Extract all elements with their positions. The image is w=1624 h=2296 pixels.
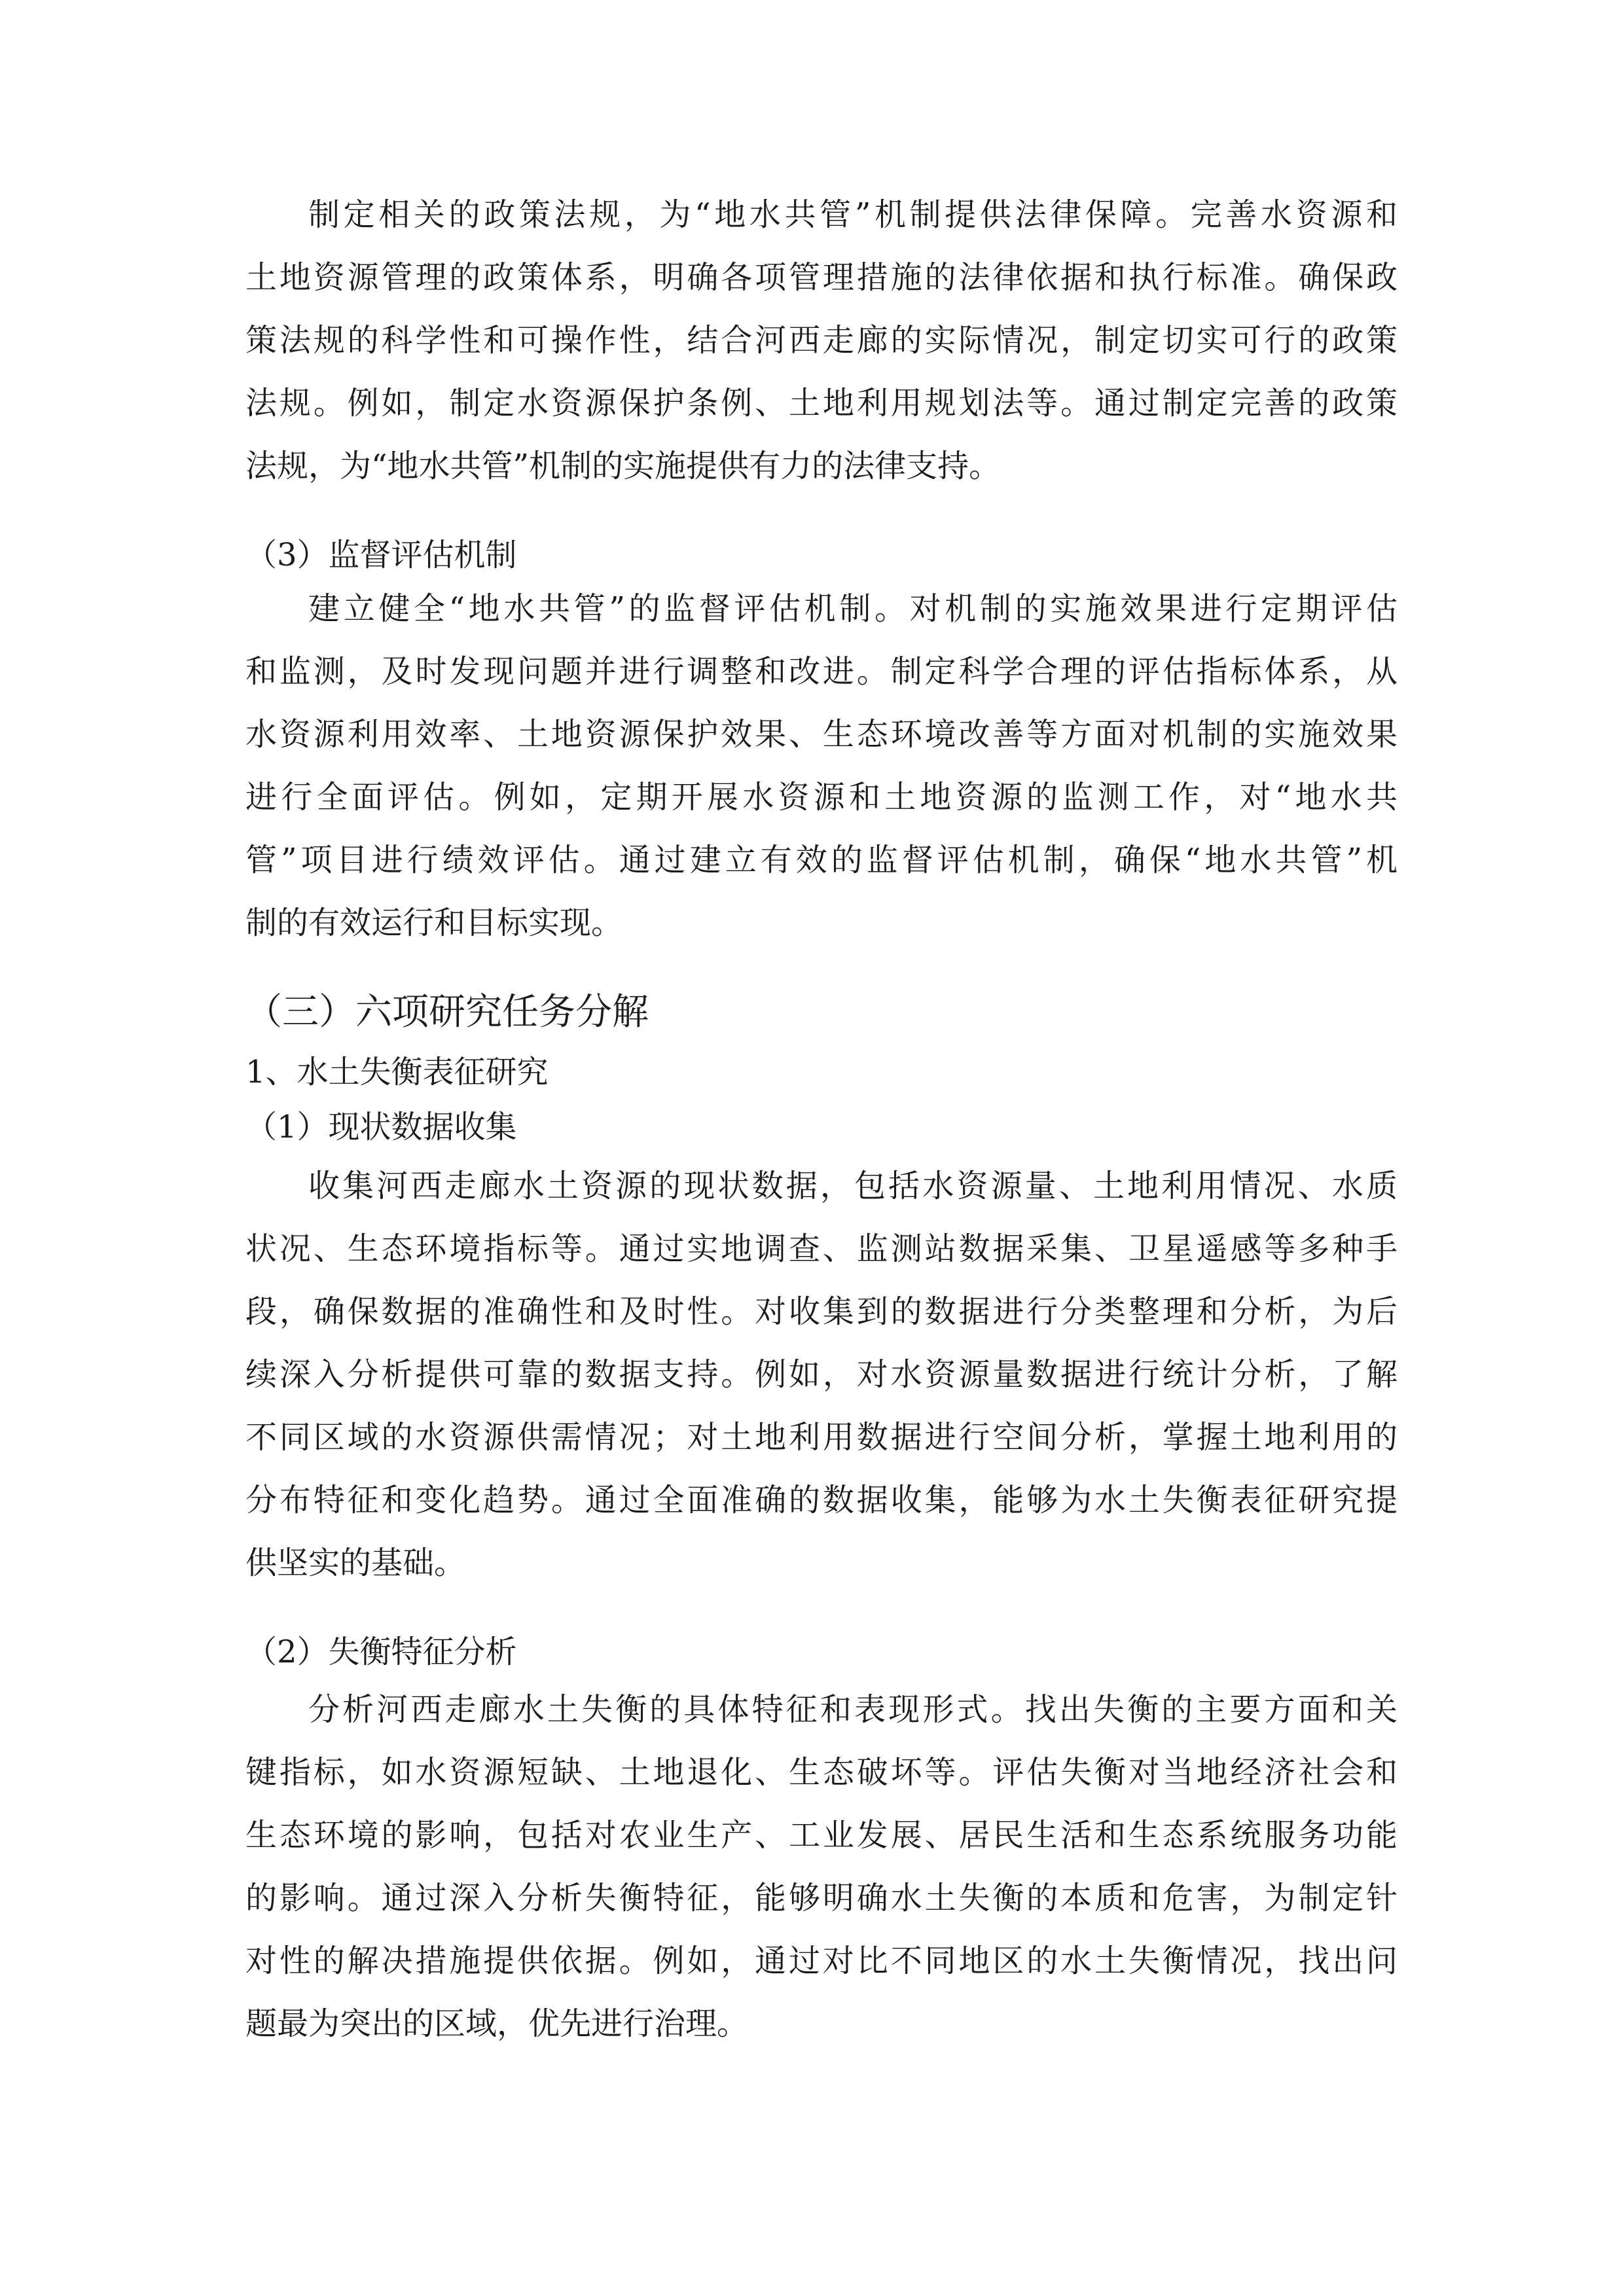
section-heading: （三）六项研究任务分解 — [245, 991, 649, 1033]
paragraph-line: 生态环境的影响，包括对农业生产、工业发展、居民生活和生态系统服务功能 — [245, 1817, 1398, 1854]
subheading-collect: （1）现状数据收集 — [245, 1109, 517, 1145]
subheading-analysis: （2）失衡特征分析 — [245, 1634, 517, 1670]
paragraph-line: 供坚实的基础。 — [245, 1545, 466, 1581]
paragraph-line: 策法规的科学性和可操作性，结合河西走廊的实际情况，制定切实可行的政策 — [245, 322, 1398, 359]
paragraph-line: 分布特征和变化趋势。通过全面准确的数据收集，能够为水土失衡表征研究提 — [245, 1482, 1398, 1518]
paragraph-line: 续深入分析提供可靠的数据支持。例如，对水资源量数据进行统计分析，了解 — [245, 1356, 1398, 1393]
paragraph-line: 对性的解决措施提供依据。例如，通过对比不同地区的水土失衡情况，找出问 — [245, 1943, 1398, 1979]
paragraph-line: 和监测，及时发现问题并进行调整和改进。制定科学合理的评估指标体系，从 — [245, 653, 1398, 690]
paragraph-line: 不同区域的水资源供需情况；对土地利用数据进行空间分析，掌握土地利用的 — [245, 1419, 1398, 1456]
paragraph-line: 土地资源管理的政策体系，明确各项管理措施的法律依据和执行标准。确保政 — [245, 259, 1398, 296]
item-heading: 1、水土失衡表征研究 — [245, 1054, 549, 1090]
paragraph-line: 进行全面评估。例如，定期开展水资源和土地资源的监测工作，对“地水共 — [245, 779, 1398, 816]
paragraph-line: 分析河西走廊水土失衡的具体特征和表现形式。找出失衡的主要方面和关 — [308, 1691, 1398, 1728]
paragraph-line: 法规。例如，制定水资源保护条例、土地利用规划法等。通过制定完善的政策 — [245, 385, 1398, 422]
paragraph-line: 段，确保数据的准确性和及时性。对收集到的数据进行分类整理和分析，为后 — [245, 1293, 1398, 1330]
paragraph-line: 键指标，如水资源短缺、土地退化、生态破坏等。评估失衡对当地经济社会和 — [245, 1754, 1398, 1791]
paragraph-line: 水资源利用效率、土地资源保护效果、生态环境改善等方面对机制的实施效果 — [245, 716, 1398, 753]
paragraph-line: 法规，为“地水共管”机制的实施提供有力的法律支持。 — [245, 448, 1001, 484]
paragraph-line: 收集河西走廊水土资源的现状数据，包括水资源量、土地利用情况、水质 — [308, 1168, 1398, 1204]
subheading-supervision: （3）监督评估机制 — [245, 537, 517, 573]
paragraph-line: 建立健全“地水共管”的监督评估机制。对机制的实施效果进行定期评估 — [308, 590, 1398, 627]
paragraph-line: 的影响。通过深入分析失衡特征，能够明确水土失衡的本质和危害，为制定针 — [245, 1880, 1398, 1916]
paragraph-line: 题最为突出的区域，优先进行治理。 — [245, 2005, 749, 2042]
paragraph-line: 状况、生态环境指标等。通过实地调查、监测站数据采集、卫星遥感等多种手 — [245, 1230, 1398, 1267]
paragraph-line: 制的有效运行和目标实现。 — [245, 905, 623, 941]
paragraph-line: 制定相关的政策法规，为“地水共管”机制提供法律保障。完善水资源和 — [308, 196, 1398, 233]
paragraph-line: 管”项目进行绩效评估。通过建立有效的监督评估机制，确保“地水共管”机 — [245, 842, 1398, 878]
